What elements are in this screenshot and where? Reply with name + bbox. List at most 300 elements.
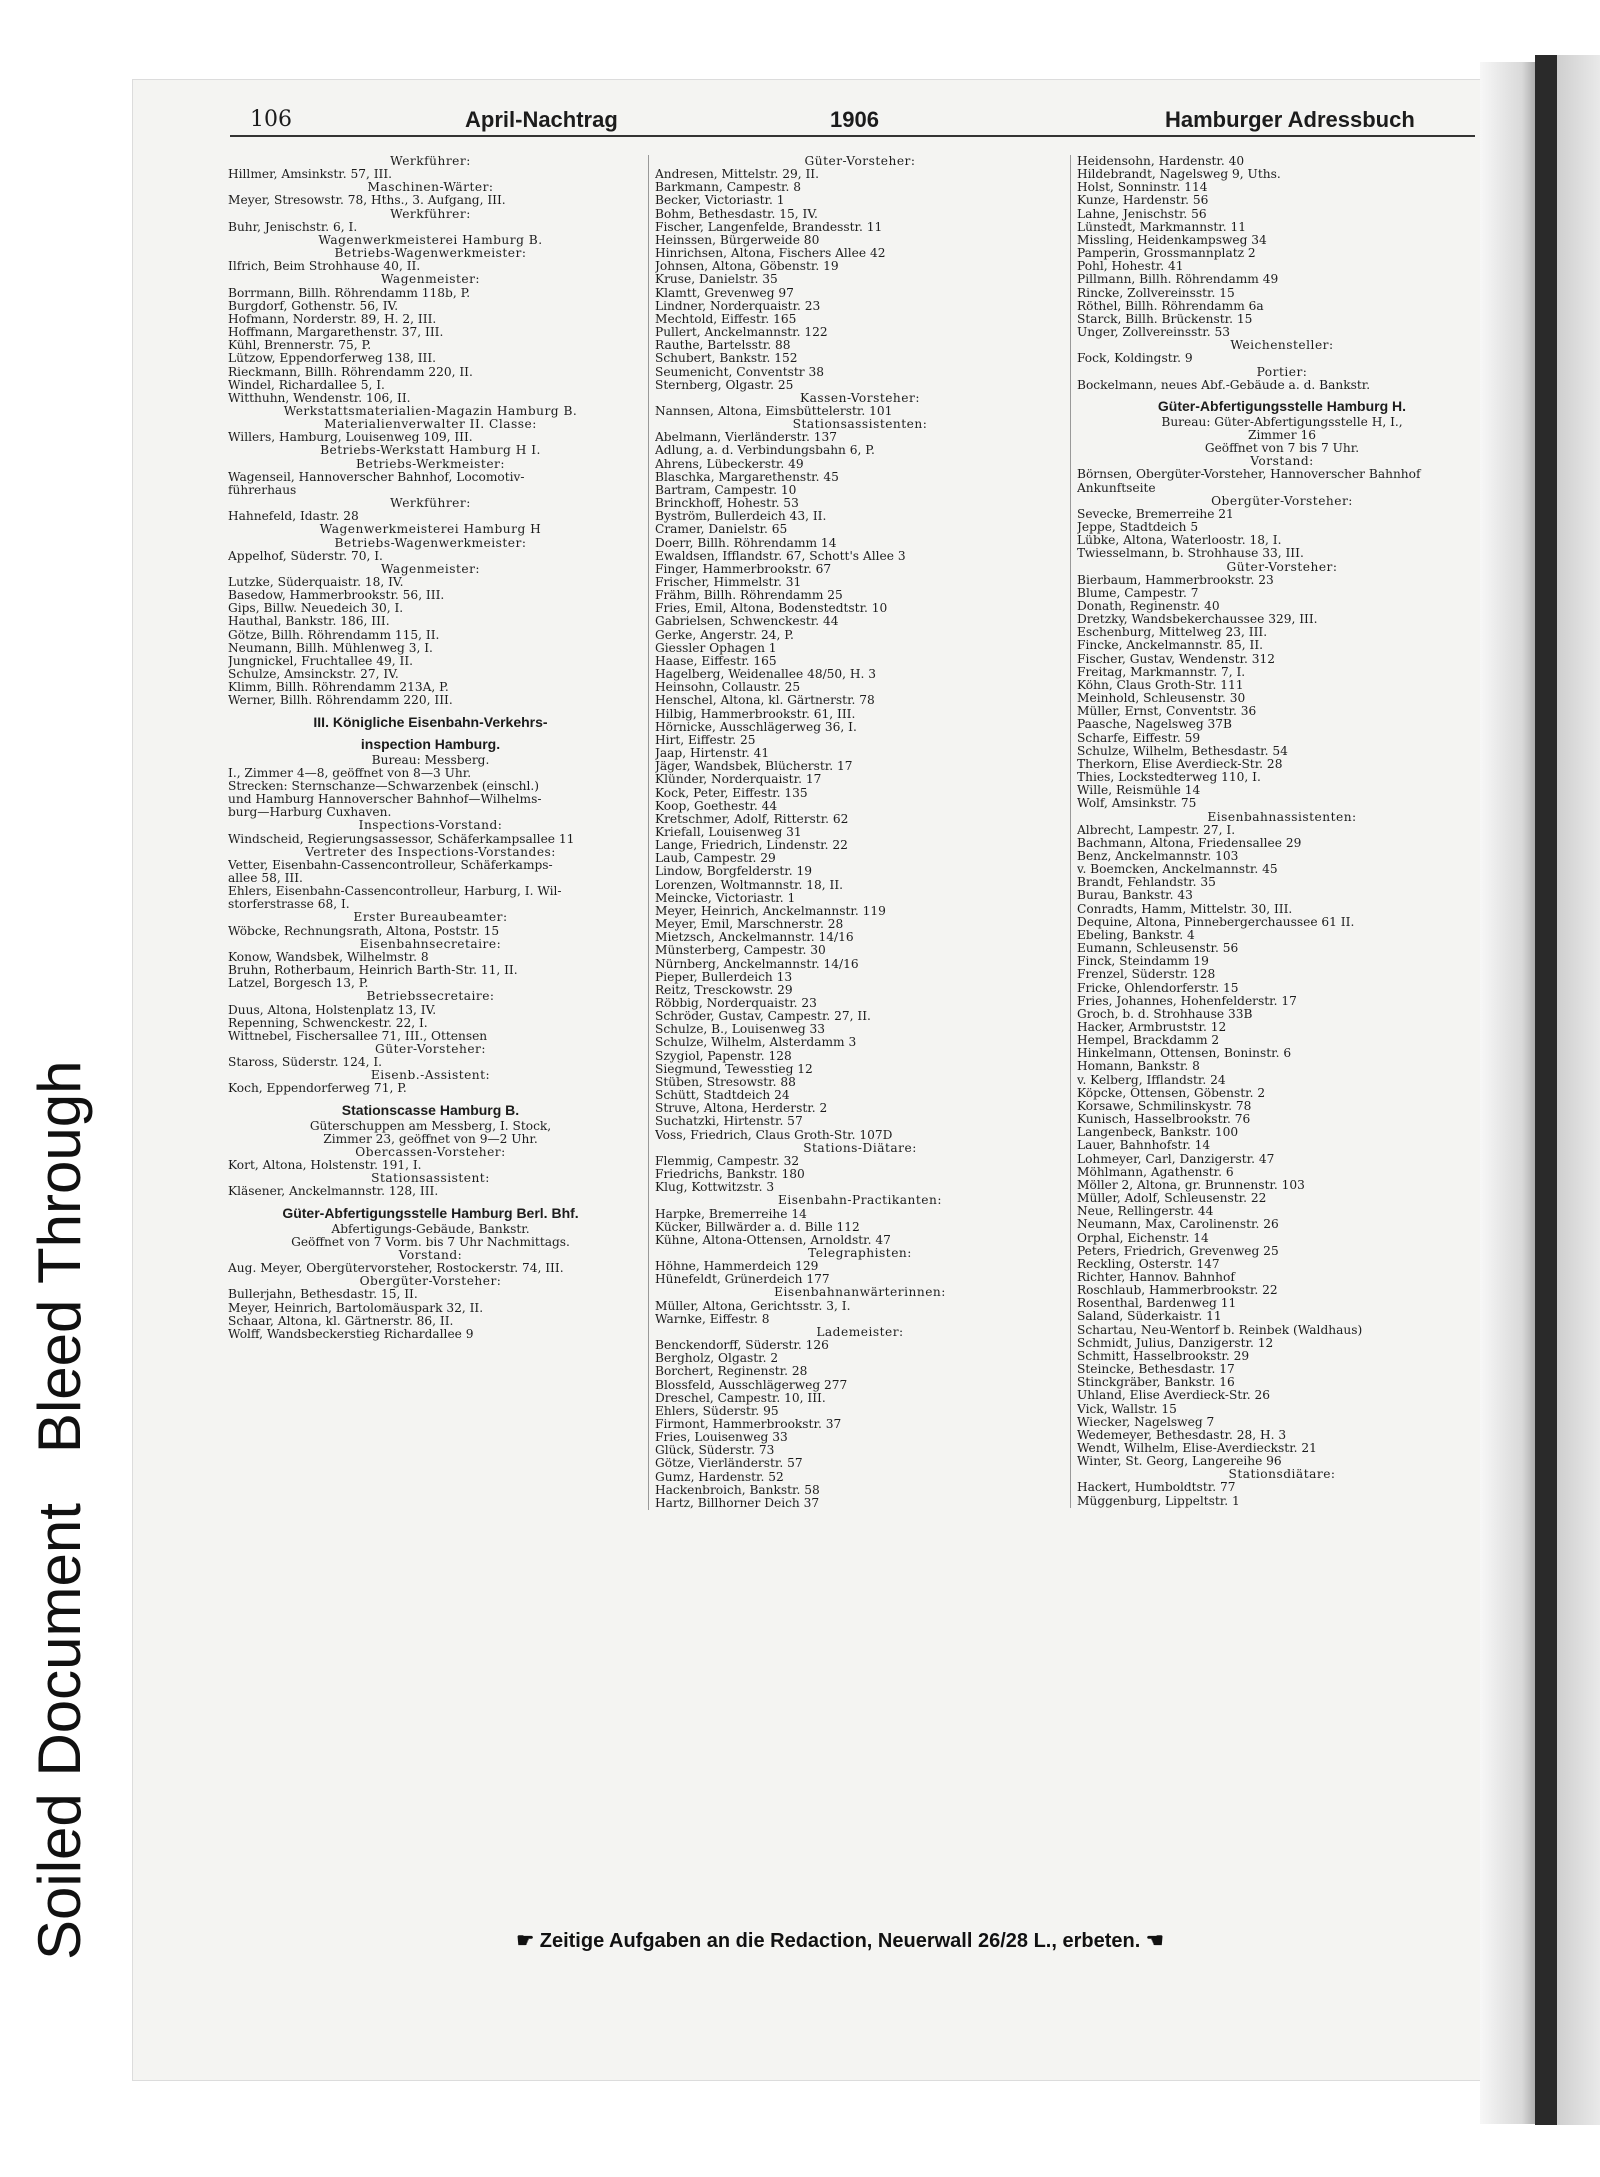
directory-entry: Brandt, Fehlandstr. 35: [1077, 876, 1216, 890]
directory-entry: Neumann, Billh. Mühlenweg 3, I.: [228, 641, 433, 655]
footer-text: Zeitige Aufgaben an die Redaction, Neuerwall 26/28 L., erbeten.: [539, 1930, 1141, 1952]
directory-entry: Pillmann, Billh. Röhrendamm 49: [1077, 273, 1279, 287]
directory-entry: Therkorn, Elise Averdieck-Str. 28: [1077, 757, 1283, 771]
directory-entry: Donath, Reginenstr. 40: [1077, 600, 1220, 613]
stamp-text-soiled: Soiled Document: [26, 1503, 93, 1960]
directory-entry: Appelhof, Süderstr. 70, I.: [228, 549, 383, 563]
directory-entry: Thies, Lockstedterweg 110, I.: [1077, 771, 1261, 785]
directory-entry: Meinhold, Schleusenstr. 30: [1077, 692, 1246, 706]
directory-entry: Köhn, Claus Groth-Str. 111: [1077, 678, 1244, 692]
directory-entry: Kock, Peter, Eiffestr. 135: [655, 786, 808, 800]
directory-entry: Winter, St. Georg, Langereihe 96: [1077, 1455, 1282, 1469]
directory-entry: Brinckhoff, Hohestr. 53: [655, 497, 799, 511]
directory-entry: Adlung, a. d. Verbindungsbahn 6, P.: [655, 444, 875, 458]
directory-entry: Windscheid, Regierungsassessor, Schäferkampsallee 11: [228, 832, 575, 846]
directory-entry: Schulze, Wilhelm, Alsterdamm 3: [655, 1036, 857, 1050]
directory-entry: Ebeling, Bankstr. 4: [1077, 928, 1195, 942]
directory-entry: Schulze, Wilhelm, Bethesdastr. 54: [1077, 744, 1288, 758]
directory-entry: Neumann, Max, Carolinenstr. 26: [1077, 1218, 1279, 1232]
directory-entry: Benz, Anckelmannstr. 103: [1077, 849, 1239, 863]
directory-entry: Roschlaub, Hammerbrookstr. 22: [1077, 1284, 1278, 1298]
directory-entry: Werner, Billh. Röhrendamm 220, III.: [228, 694, 453, 708]
section-heading: Werkführer:: [390, 206, 471, 221]
directory-entry: Bachmann, Altona, Friedensallee 29: [1077, 836, 1302, 850]
section-heading: Kassen-Vorsteher:: [800, 390, 920, 405]
directory-entry: Ilfrich, Beim Strohhause 40, II.: [228, 260, 421, 274]
directory-entry: Basedow, Hammerbrookstr. 56, III.: [228, 589, 445, 603]
directory-entry: Bierbaum, Hammerbrookstr. 23: [1077, 573, 1274, 587]
directory-entry: Rieckmann, Billh. Röhrendamm 220, II.: [228, 365, 473, 379]
directory-entry: Hirt, Eiffestr. 25: [655, 733, 756, 747]
directory-entry: Burgdorf, Gothenstr. 56, IV.: [228, 299, 399, 313]
directory-entry: Wagenseil, Hannoverscher Bahnhof, Locomotiv-: [228, 470, 525, 484]
directory-entry: Voss, Friedrich, Claus Groth-Str. 107D: [655, 1128, 893, 1142]
directory-entry: Lahne, Jenischstr. 56: [1077, 207, 1207, 221]
directory-entry: Repenning, Schwenckestr. 22, I.: [228, 1016, 428, 1030]
directory-entry: Jaap, Hirtenstr. 41: [655, 747, 770, 761]
directory-entry: Hartz, Billhorner Deich 37: [655, 1496, 820, 1510]
directory-entry: Holst, Sonninstr. 114: [1077, 181, 1208, 195]
section-heading: Betriebs-Werkmeister:: [356, 456, 505, 471]
footer-note: ☛ Zeitige Aufgaben an die Redaction, Neuerwall 26/28 L., erbeten. ☚: [516, 1930, 1164, 1952]
directory-entry: burg—Harburg Cuxhaven.: [228, 806, 392, 820]
directory-entry: Kunisch, Hasselbrookstr. 76: [1077, 1113, 1251, 1127]
directory-entry: Götze, Billh. Röhrendamm 115, II.: [228, 628, 440, 642]
directory-entry: Höhne, Hammerdeich 129: [655, 1260, 819, 1274]
section-heading: Wagenmeister:: [380, 272, 481, 287]
directory-entry: Dreschel, Campestr. 10, III.: [655, 1391, 826, 1405]
directory-entry: Lübke, Altona, Waterloostr. 18, I.: [1077, 534, 1282, 548]
directory-entry: Röthel, Billh. Röhrendamm 6a: [1077, 299, 1264, 313]
directory-entry: Steincke, Bethesdastr. 17: [1077, 1363, 1235, 1377]
directory-entry: Fischer, Gustav, Wendenstr. 312: [1077, 652, 1276, 666]
centered-note: Geöffnet von 7 bis 7 Uhr.: [1204, 441, 1360, 456]
directory-entry: Nannsen, Altona, Eimsbüttelerstr. 101: [655, 404, 893, 418]
directory-entry: Klünder, Norderquaistr. 17: [655, 773, 822, 787]
directory-entry: Schaar, Altona, kl. Gärtnerstr. 86, II.: [228, 1314, 454, 1328]
directory-entry: Barkmann, Campestr. 8: [655, 181, 802, 195]
column-left: [228, 155, 633, 1341]
directory-entry: Conradts, Hamm, Mittelstr. 30, III.: [1077, 902, 1293, 916]
directory-entry: Latzel, Borgesch 13, P.: [228, 977, 369, 991]
directory-entry: Eschenburg, Mittelweg 23, III.: [1077, 626, 1268, 640]
centered-note: Abfertigungs-Gebäude, Bankstr.: [331, 1221, 530, 1236]
directory-entry: Kunze, Hardenstr. 56: [1077, 194, 1209, 208]
section-heading: Betriebs-Wagenwerkmeister:: [334, 246, 527, 261]
directory-entry: Suchatzki, Hirtenstr. 57: [655, 1115, 803, 1129]
section-heading: Vorstand:: [1250, 454, 1314, 469]
directory-entry: Hildebrandt, Nagelsweg 9, Uths.: [1077, 168, 1281, 182]
centered-note: Zimmer 23, geöffnet von 9—2 Uhr.: [323, 1131, 538, 1146]
directory-entry: Bullerjahn, Bethesdastr. 15, II.: [228, 1288, 418, 1302]
directory-entry: Meyer, Stresowstr. 78, Hths., 3. Aufgang, III.: [228, 194, 506, 208]
directory-entry: Hofmann, Norderstr. 89, H. 2, III.: [228, 312, 437, 326]
directory-entry: Doerr, Billh. Röhrendamm 14: [655, 536, 837, 550]
directory-entry: Vetter, Eisenbahn-Cassencontrolleur, Schäferkamps-: [228, 858, 553, 872]
directory-entry: Müller, Altona, Gerichtsstr. 3, I.: [655, 1299, 851, 1313]
directory-entry: Hinkelmann, Ottensen, Boninstr. 6: [1077, 1047, 1292, 1061]
directory-entry: Harpke, Bremerreihe 14: [655, 1207, 807, 1221]
directory-entry: Becker, Victoriastr. 1: [655, 194, 785, 208]
directory-entry: Albrecht, Lampestr. 27, I.: [1077, 823, 1236, 837]
directory-entry: Fincke, Anckelmannstr. 85, II.: [1077, 639, 1264, 653]
directory-entry: Korsawe, Schmilinskystr. 78: [1077, 1099, 1252, 1113]
directory-entry: Siegmund, Tewesstieg 12: [655, 1062, 813, 1076]
directory-entry: Gabrielsen, Schwenckestr. 44: [655, 615, 839, 629]
directory-entry: Finger, Hammerbrookstr. 67: [655, 562, 832, 576]
directory-entry: Klug, Kottwitzstr. 3: [655, 1181, 775, 1195]
directory-entry: Neue, Rellingerstr. 44: [1077, 1205, 1214, 1219]
directory-entry: Schröder, Gustav, Campestr. 27, II.: [655, 1010, 871, 1024]
directory-entry: Kretschmer, Adolf, Ritterstr. 62: [655, 812, 849, 826]
section-heading: Maschinen-Wärter:: [367, 180, 494, 195]
directory-entry: Kühl, Brennerstr. 75, P.: [228, 339, 372, 353]
directory-entry: Pullert, Anckelmannstr. 122: [655, 326, 828, 340]
page-edge: [1480, 62, 1540, 2124]
directory-entry: Lünstedt, Markmannstr. 11: [1077, 220, 1246, 234]
directory-entry: Kühne, Altona-Ottensen, Arnoldstr. 47: [655, 1233, 891, 1247]
section-heading: Materialienverwalter II. Classe:: [324, 417, 537, 432]
section-heading: Portier:: [1256, 364, 1308, 379]
directory-entry: Schmidt, Julius, Danzigerstr. 12: [1077, 1336, 1274, 1350]
directory-entry: Uhland, Elise Averdieck-Str. 26: [1077, 1389, 1270, 1403]
directory-entry: Fischer, Langenfelde, Brandesstr. 11: [655, 220, 883, 234]
directory-entry: Lindow, Borgfelderstr. 19: [655, 865, 812, 879]
directory-entry: Jeppe, Stadtdeich 5: [1077, 521, 1199, 535]
directory-entry: Langenbeck, Bankstr. 100: [1077, 1126, 1239, 1140]
section-heading: Werkführer:: [390, 496, 471, 511]
directory-entry: Henschel, Altona, kl. Gärtnerstr. 78: [655, 694, 875, 708]
section-heading: Eisenbahnsecretaire:: [359, 936, 502, 951]
directory-entry: Schmitt, Hasselbrookstr. 29: [1077, 1349, 1250, 1363]
directory-entry: Lutzke, Süderquaistr. 18, IV.: [228, 576, 404, 589]
directory-entry: Aug. Meyer, Obergütervorsteher, Rostockerstr. 74, III.: [228, 1262, 564, 1276]
section-heading: Obergüter-Vorsteher:: [1211, 493, 1353, 508]
page-number: 106: [250, 107, 292, 132]
directory-entry: Vick, Wallstr. 15: [1077, 1402, 1177, 1416]
section-heading: Eisenbahnassistenten:: [1207, 809, 1357, 824]
directory-entry: Reckling, Osterstr. 147: [1077, 1257, 1220, 1271]
directory-entry: Gerke, Angerstr. 24, P.: [655, 628, 794, 642]
directory-entry: Ahrens, Lübeckerstr. 49: [655, 457, 804, 471]
directory-entry: Fries, Johannes, Hohenfelderstr. 17: [1077, 994, 1297, 1008]
column-middle: [648, 155, 1065, 1510]
section-heading: Erster Bureaubeamter:: [353, 910, 508, 925]
directory-entry: Blume, Campestr. 7: [1077, 586, 1199, 600]
directory-entry: Abelmann, Vierländerstr. 137: [655, 431, 838, 445]
section-heading: Stationsassistenten:: [792, 417, 928, 432]
directory-entry: Müller, Ernst, Conventstr. 36: [1077, 705, 1257, 719]
directory-entry: Ehlers, Eisenbahn-Cassencontrolleur, Harburg, I. Wil-: [228, 885, 562, 899]
section-heading: Lademeister:: [816, 1324, 904, 1339]
directory-entry: Witthuhn, Wendenstr. 106, II.: [228, 391, 411, 405]
directory-entry: Meincke, Victoriastr. 1: [655, 891, 796, 905]
section-heading: Güter-Vorsteher:: [1226, 559, 1338, 574]
directory-entry: Börnsen, Obergüter-Vorsteher, Hannoverscher Bahnhof: [1077, 468, 1421, 482]
document-stamp: [26, 1060, 93, 1960]
directory-entry: Haase, Eiffestr. 165: [655, 654, 777, 668]
section-heading: Eisenbahnanwärterinnen:: [774, 1285, 946, 1300]
directory-entry: Dretzky, Wandsbekerchaussee 329, III.: [1077, 613, 1318, 627]
directory-entry: Pohl, Hohestr. 41: [1077, 260, 1184, 274]
page-header: [230, 105, 1475, 137]
directory-entry: Wedemeyer, Bethesdastr. 28, H. 3: [1077, 1428, 1287, 1442]
column-right: [1070, 155, 1487, 1508]
directory-entry: storferstrasse 68, I.: [228, 898, 350, 912]
directory-entry: Rosenthal, Bardenweg 11: [1077, 1297, 1237, 1311]
directory-entry: Lohmeyer, Carl, Danzigerstr. 47: [1077, 1152, 1275, 1166]
directory-entry: Münsterberg, Campestr. 30: [655, 944, 826, 958]
directory-entry: Blaschka, Margarethenstr. 45: [655, 470, 839, 484]
directory-entry: Lorenzen, Woltmannstr. 18, II.: [655, 878, 844, 892]
directory-entry: Schütt, Stadtdeich 24: [655, 1089, 790, 1103]
section-heading: Wagenwerkmeisterei Hamburg H: [319, 522, 542, 537]
directory-entry: Hahnefeld, Idastr. 28: [228, 510, 359, 524]
directory-entry: Willers, Hamburg, Louisenweg 109, III.: [228, 431, 473, 445]
directory-entry: Peters, Friedrich, Grevenweg 25: [1077, 1244, 1279, 1258]
directory-entry: Mietzsch, Anckelmannstr. 14/16: [655, 931, 854, 945]
section-heading: Stationsdiätare:: [1228, 1467, 1336, 1482]
directory-entry: Borrmann, Billh. Röhrendamm 118b, P.: [228, 286, 471, 300]
directory-entry: Szygiol, Papenstr. 128: [655, 1049, 792, 1063]
directory-entry: Byström, Bullerdeich 43, II.: [655, 510, 827, 524]
section-heading: Obergüter-Vorsteher:: [359, 1274, 502, 1289]
directory-entry: Koch, Eppendorferweg 71, P.: [228, 1082, 407, 1096]
directory-entry: Frischer, Himmelstr. 31: [655, 576, 802, 589]
stamp-text-bleed: Bleed Through: [26, 1060, 93, 1454]
directory-entry: Hackenbroich, Bankstr. 58: [655, 1483, 820, 1497]
directory-entry: Fries, Louisenweg 33: [655, 1431, 788, 1445]
directory-entry: Konow, Wandsbek, Wilhelmstr. 8: [228, 950, 429, 964]
section-heading: Telegraphisten:: [808, 1245, 912, 1260]
directory-entry: Fricke, Ohlendorferstr. 15: [1077, 981, 1239, 995]
directory-entry: Wöbcke, Rechnungsrath, Altona, Poststr. 15: [228, 924, 500, 938]
book-title: Hamburger Adressbuch: [1165, 107, 1415, 132]
centered-note: Güterschuppen am Messberg, I. Stock,: [309, 1118, 552, 1133]
directory-entry: Strecken: Sternschanze—Schwarzenbek (einschl.): [228, 779, 540, 793]
directory-entry: Bartram, Campestr. 10: [655, 483, 797, 497]
section-heading: Vorstand:: [398, 1247, 463, 1262]
section-heading: Wagenmeister:: [380, 561, 481, 576]
major-heading: III. Königliche Eisenbahn-Verkehrs-: [313, 713, 548, 730]
directory-entry: Mechtold, Eiffestr. 165: [655, 312, 797, 326]
directory-entry: Schulze, B., Louisenweg 33: [655, 1023, 826, 1037]
directory-entry: Wolf, Amsinkstr. 75: [1077, 797, 1197, 811]
directory-entry: Heidensohn, Hardenstr. 40: [1077, 155, 1245, 168]
directory-entry: Hackert, Humboldtstr. 77: [1077, 1481, 1236, 1495]
directory-entry: Lindner, Norderquaistr. 23: [655, 299, 821, 313]
major-heading: Stationscasse Hamburg B.: [341, 1101, 520, 1118]
section-heading: Güter-Vorsteher:: [804, 154, 916, 168]
directory-entry: Lauer, Bahnhofstr. 14: [1077, 1139, 1211, 1153]
directory-entry: Homann, Bankstr. 8: [1077, 1060, 1200, 1074]
directory-entry: Hagelberg, Weidenallee 48/50, H. 3: [655, 668, 877, 682]
directory-entry: Reitz, Tresckowstr. 29: [655, 983, 793, 997]
directory-entry: Frenzel, Süderstr. 128: [1077, 968, 1216, 982]
directory-entry: Burau, Bankstr. 43: [1077, 889, 1193, 903]
directory-entry: Wille, Reismühle 14: [1077, 784, 1201, 798]
directory-entry: Möhlmann, Agathenstr. 6: [1077, 1165, 1234, 1179]
directory-entry: Götze, Vierländerstr. 57: [655, 1457, 803, 1471]
directory-entry: Möller 2, Altona, gr. Brunnenstr. 103: [1077, 1178, 1305, 1192]
centered-note: Bureau: Messberg.: [371, 752, 490, 767]
directory-entry: Johnsen, Altona, Göbenstr. 19: [655, 260, 839, 274]
directory-entry: Wittnebel, Fischersallee 71, III., Ottensen: [228, 1029, 488, 1043]
directory-entry: Hempel, Brackdamm 2: [1077, 1034, 1220, 1048]
major-heading: Güter-Abfertigungsstelle Hamburg Berl. Bhf.: [282, 1204, 579, 1221]
directory-entry: Starck, Billh. Brückenstr. 15: [1077, 312, 1253, 326]
directory-entry: Wiecker, Nagelsweg 7: [1077, 1415, 1215, 1429]
directory-entry: Hoffmann, Margarethenstr. 37, III.: [228, 326, 444, 340]
directory-entry: Koop, Goethestr. 44: [655, 799, 778, 813]
section-heading: Stationsassistent:: [371, 1171, 490, 1186]
directory-entry: Benckendorff, Süderstr. 126: [655, 1339, 829, 1353]
directory-entry: Windel, Richardallee 5, I.: [228, 378, 385, 392]
directory-entry: Rauthe, Bartelsstr. 88: [655, 339, 791, 353]
directory-entry: Hinrichsen, Altona, Fischers Allee 42: [655, 247, 886, 261]
directory-entry: Meyer, Emil, Marschnerstr. 28: [655, 918, 844, 932]
directory-entry: Hörnicke, Ausschlägerweg 36, I.: [655, 720, 857, 734]
directory-entry: Unger, Zollvereinsstr. 53: [1077, 326, 1231, 340]
directory-entry: Meyer, Heinrich, Bartolomäuspark 32, II.: [228, 1301, 484, 1315]
directory-entry: Köpcke, Ottensen, Göbenstr. 2: [1077, 1086, 1266, 1100]
directory-entry: Stinckgräber, Bankstr. 16: [1077, 1376, 1235, 1390]
year: 1906: [830, 107, 879, 132]
directory-entry: Fries, Emil, Altona, Bodenstedtstr. 10: [655, 602, 888, 616]
directory-entry: Buhr, Jenischstr. 6, I.: [228, 220, 358, 234]
directory-entry: Cramer, Danielstr. 65: [655, 523, 788, 537]
section-heading: Inspections-Vorstand:: [358, 818, 503, 833]
directory-entry: Nürnberg, Anckelmannstr. 14/16: [655, 957, 859, 971]
directory-entry: führerhaus: [228, 483, 297, 497]
directory-entry: Staross, Süderstr. 124, I.: [228, 1056, 383, 1070]
section-heading: Obercassen-Vorsteher:: [355, 1144, 506, 1159]
directory-entry: Gips, Billw. Neuedeich 30, I.: [228, 602, 404, 616]
directory-entry: Laub, Campestr. 29: [655, 852, 776, 866]
section-heading: Betriebssecretaire:: [366, 989, 495, 1004]
directory-entry: Klimm, Billh. Röhrendamm 213A, P.: [228, 681, 449, 695]
directory-entry: Gumz, Hardenstr. 52: [655, 1470, 784, 1484]
directory-entry: Schubert, Bankstr. 152: [655, 352, 798, 366]
major-heading: inspection Hamburg.: [360, 735, 501, 752]
directory-entry: Glück, Süderstr. 73: [655, 1444, 775, 1458]
directory-entry: Heinssen, Bürgerweide 80: [655, 233, 820, 247]
directory-entry: Kläsener, Anckelmannstr. 128, III.: [228, 1185, 439, 1199]
centered-note: Zimmer 16: [1248, 427, 1316, 442]
section-heading: Eisenb.-Assistent:: [370, 1068, 491, 1083]
directory-entry: Paasche, Nagelsweg 37B: [1077, 718, 1232, 732]
directory-entry: und Hamburg Hannoverscher Bahnhof—Wilhelms-: [228, 793, 542, 807]
directory-entry: Hünefeldt, Grünerdeich 177: [655, 1273, 830, 1287]
directory-entry: Hacker, Armbruststr. 12: [1077, 1021, 1227, 1034]
directory-entry: Giessler Ophagen 1: [655, 641, 777, 655]
section-heading: Stations-Diätare:: [803, 1140, 917, 1155]
scan-shadow: [1535, 55, 1600, 2125]
directory-entry: Klamtt, Grevenweg 97: [655, 286, 794, 300]
directory-entry: Hilbig, Hammerbrookstr. 61, III.: [655, 707, 856, 721]
directory-entry: Ankunftseite: [1077, 481, 1156, 495]
directory-entry: Lützow, Eppendorferweg 138, III.: [228, 352, 437, 366]
directory-entry: Missling, Heidenkampsweg 34: [1077, 233, 1267, 247]
directory-entry: Fock, Koldingstr. 9: [1077, 352, 1193, 366]
directory-entry: Hillmer, Amsinkstr. 57, III.: [228, 168, 393, 182]
section-heading: Werkführer:: [390, 154, 471, 168]
directory-entry: Freitag, Markmannstr. 7, I.: [1077, 665, 1246, 679]
directory-entry: Bockelmann, neues Abf.-Gebäude a. d. Bankstr.: [1077, 378, 1371, 392]
directory-entry: Stüben, Stresowstr. 88: [655, 1075, 796, 1089]
section-heading: Wagenwerkmeisterei Hamburg B.: [318, 232, 543, 247]
section-heading: Werkstattsmaterialien-Magazin Hamburg B.: [283, 403, 578, 418]
directory-entry: Flemmig, Campestr. 32: [655, 1154, 800, 1168]
directory-entry: Kücker, Billwärder a. d. Bille 112: [655, 1220, 860, 1234]
centered-note: Bureau: Güter-Abfertigungsstelle H, I.,: [1161, 414, 1403, 429]
directory-entry: Groch, b. d. Strohhause 33B: [1077, 1007, 1253, 1021]
directory-entry: Heinsohn, Collaustr. 25: [655, 681, 801, 695]
directory-entry: Schartau, Neu-Wentorf b. Reinbek (Waldhaus): [1077, 1323, 1363, 1337]
directory-entry: Röbbig, Norderquaistr. 23: [655, 997, 817, 1010]
directory-entry: Pamperin, Grossmannplatz 2: [1077, 247, 1256, 261]
directory-entry: Ewaldsen, Ifflandstr. 67, Schott's Allee 3: [655, 549, 906, 563]
directory-entry: Rincke, Zollvereinsstr. 15: [1077, 286, 1235, 300]
directory-entry: Borchert, Reginenstr. 28: [655, 1365, 808, 1379]
section-title: April-Nachtrag: [465, 107, 618, 132]
directory-entry: allee 58, III.: [228, 871, 303, 885]
directory-entry: Müller, Adolf, Schleusenstr. 22: [1077, 1192, 1267, 1206]
directory-entry: Müggenburg, Lippeltstr. 1: [1077, 1494, 1240, 1508]
directory-entry: Saland, Süderkaistr. 11: [1077, 1310, 1222, 1324]
directory-entry: Kriefall, Louisenweg 31: [655, 825, 802, 839]
section-heading: Betriebs-Werkstatt Hamburg H I.: [320, 443, 541, 458]
directory-entry: Sternberg, Olgastr. 25: [655, 378, 794, 392]
directory-entry: Kruse, Danielstr. 35: [655, 273, 778, 287]
directory-entry: Eumann, Schleusenstr. 56: [1077, 942, 1239, 956]
directory-entry: Finck, Steindamm 19: [1077, 955, 1209, 969]
directory-entry: Blossfeld, Ausschlägerweg 277: [655, 1378, 848, 1392]
directory-entry: Andresen, Mittelstr. 29, II.: [655, 168, 819, 182]
section-heading: Vertreter des Inspections-Vorstandes:: [305, 844, 556, 859]
directory-entry: Wolff, Wandsbeckerstieg Richardallee 9: [228, 1327, 474, 1341]
directory-entry: Scharfe, Eiffestr. 59: [1077, 731, 1201, 745]
directory-entry: Friedrichs, Bankstr. 180: [655, 1168, 805, 1182]
directory-entry: Dequine, Altona, Pinnebergerchaussee 61 II.: [1077, 915, 1355, 929]
directory-entry: Meyer, Heinrich, Anckelmannstr. 119: [655, 904, 886, 918]
directory-entry: Bruhn, Rotherbaum, Heinrich Barth-Str. 11, II.: [228, 964, 518, 978]
directory-entry: Struve, Altona, Herderstr. 2: [655, 1102, 828, 1116]
section-heading: Betriebs-Wagenwerkmeister:: [334, 535, 527, 550]
directory-entry: Schulze, Amsinckstr. 27, IV.: [228, 668, 399, 682]
directory-entry: Jäger, Wandsbek, Blücherstr. 17: [655, 760, 853, 774]
directory-entry: Frähm, Billh. Röhrendamm 25: [655, 589, 843, 603]
directory-entry: Firmont, Hammerbrookstr. 37: [655, 1418, 842, 1431]
directory-entry: Seumenicht, Conventstr 38: [655, 365, 824, 379]
directory-entry: Sevecke, Bremerreihe 21: [1077, 507, 1234, 521]
directory-entry: I., Zimmer 4—8, geöffnet von 8—3 Uhr.: [228, 766, 472, 780]
directory-entry: Bergholz, Olgastr. 2: [655, 1352, 779, 1366]
section-heading: Eisenbahn-Practikanten:: [778, 1193, 942, 1208]
directory-entry: Pieper, Bullerdeich 13: [655, 970, 793, 984]
directory-entry: Hauthal, Bankstr. 186, III.: [228, 615, 390, 629]
section-heading: Weichensteller:: [1230, 338, 1334, 353]
directory-entry: Richter, Hannov. Bahnhof: [1077, 1270, 1235, 1284]
directory-entry: Jungnickel, Fruchtallee 49, II.: [228, 654, 414, 668]
centered-note: Geöffnet von 7 Vorm. bis 7 Uhr Nachmittags.: [291, 1234, 570, 1249]
directory-entry: Bohm, Bethesdastr. 15, IV.: [655, 207, 818, 221]
directory-entry: v. Kelberg, Ifflandstr. 24: [1077, 1073, 1226, 1087]
directory-entry: Orphal, Eichenstr. 14: [1077, 1231, 1209, 1245]
directory-entry: Ehlers, Süderstr. 95: [655, 1404, 779, 1418]
section-heading: Güter-Vorsteher:: [375, 1042, 486, 1056]
directory-entry: Duus, Altona, Holstenplatz 13, IV.: [228, 1003, 437, 1017]
